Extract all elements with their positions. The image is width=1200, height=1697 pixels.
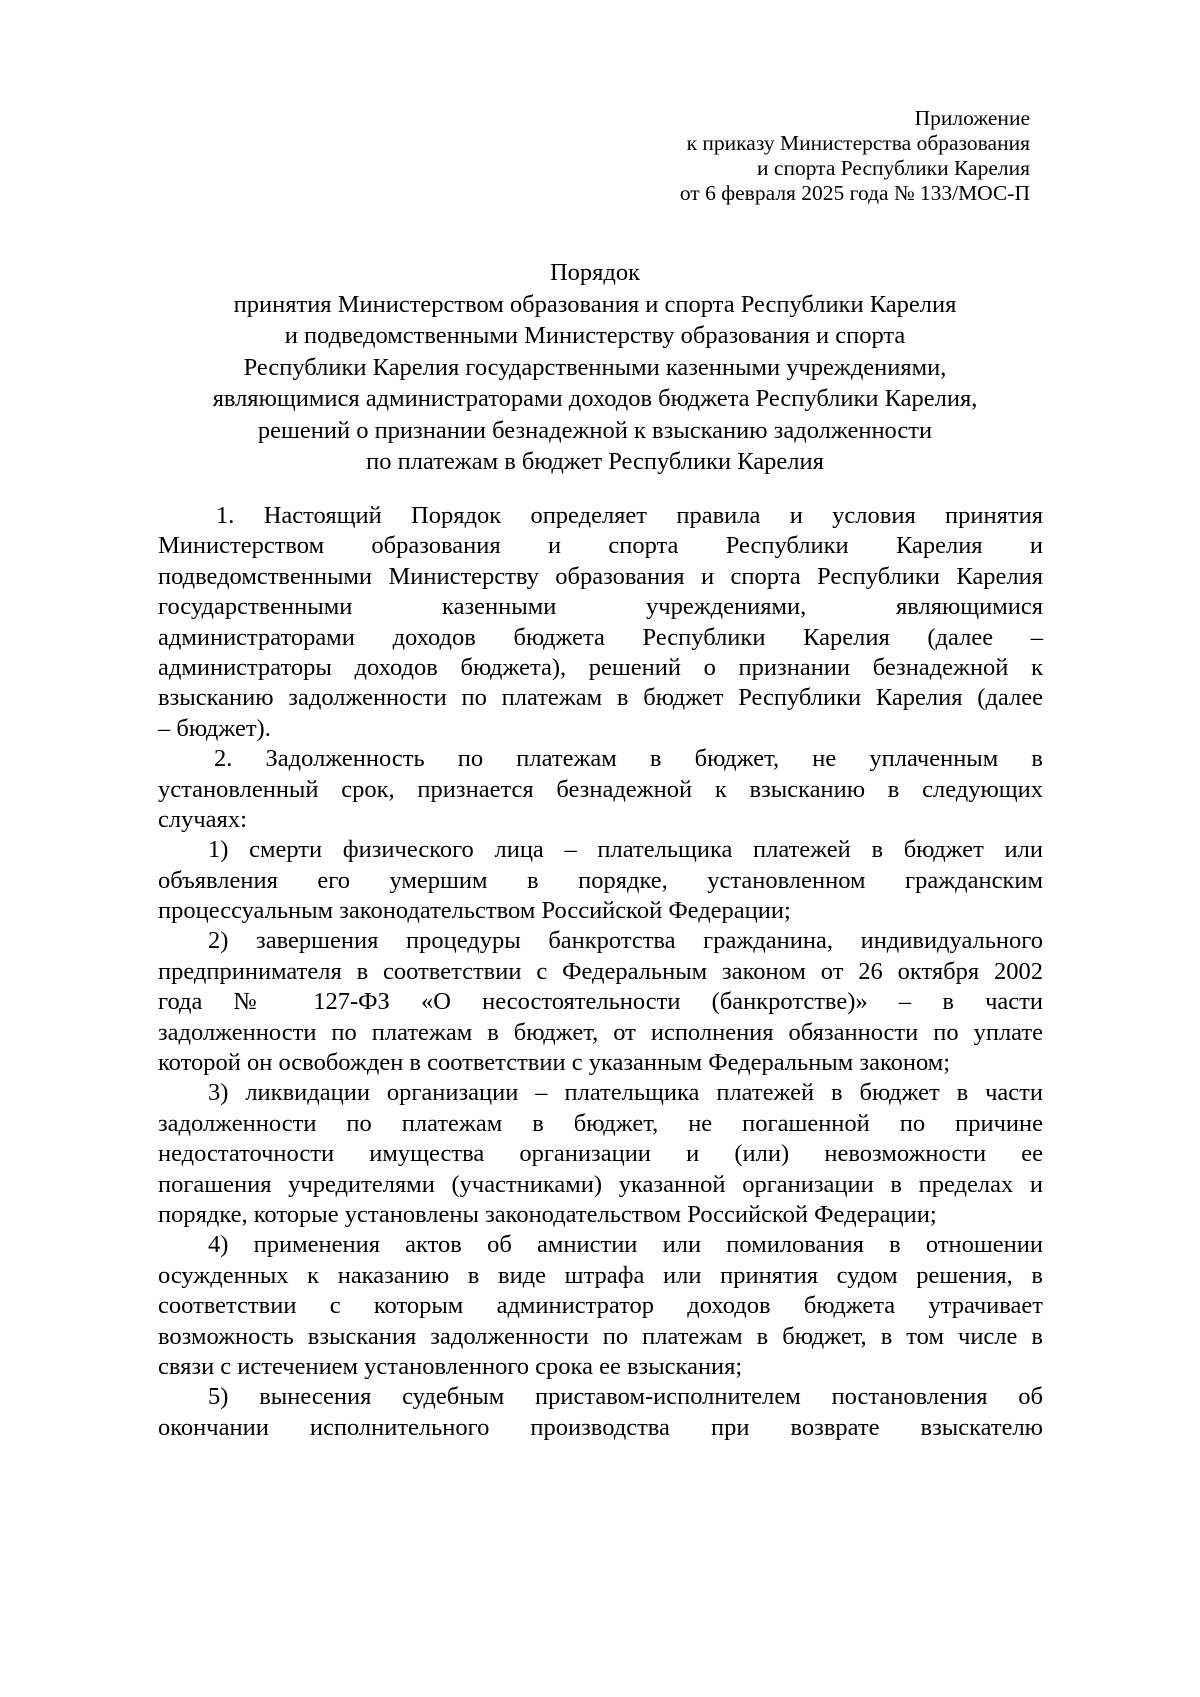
text-line: государственными казенными учреждениями, являющимися (158, 593, 1043, 621)
text-line: года № 127-ФЗ «О несостоятельности (банкротстве)» – в части (158, 988, 1043, 1016)
text-line: взысканию задолженности по платежам в бюджет Республики Карелия (далее (158, 684, 1043, 712)
list-item-2 (158, 926, 1043, 1078)
text-line: процессуальным законодательством Российской Федерации; (158, 897, 791, 925)
text-line: 4) применения актов об амнистии или помилования в отношении (208, 1231, 1043, 1259)
text-line: установленный срок, признается безнадежной к взысканию в следующих (158, 775, 1043, 803)
text-line: предпринимателя в соответствии с Федеральным законом от 26 октября 2002 (158, 957, 1043, 985)
text-line: связи с истечением установленного срока ее взыскания; (158, 1352, 743, 1380)
text-line: 1. Настоящий Порядок определяет правила и условия принятия (216, 502, 1043, 529)
text-line: порядке, которые установлены законодательством Российской Федерации; (158, 1200, 937, 1228)
text-line: осужденных к наказанию в виде штрафа или принятия судом решения, в (158, 1261, 1043, 1289)
text-line: объявления его умершим в порядке, установленном гражданским (158, 866, 1043, 894)
document-title (90, 257, 1100, 478)
list-item-3 (158, 1078, 1043, 1230)
appendix-header (560, 106, 1030, 206)
title-line: принятия Министерством образования и спорта Республики Карелия (233, 290, 957, 318)
appendix-line: к приказу Министерства образования (686, 131, 1030, 155)
text-line: случаях: (158, 805, 247, 833)
text-line: 5) вынесения судебным приставом-исполнителем постановления об (208, 1383, 1043, 1411)
title-line: являющимися администраторами доходов бюджета Республики Карелия, (212, 385, 978, 412)
list-item-5 (158, 1382, 1043, 1443)
text-line: окончании исполнительного производства при возврате взыскателю (158, 1413, 1043, 1441)
text-line: которой он освобожден в соответствии с указанным Федеральным законом; (158, 1049, 951, 1077)
title-line: решений о признании безнадежной к взысканию задолженности (257, 416, 933, 444)
appendix-line: и спорта Республики Карелия (757, 156, 1030, 180)
appendix-line: Приложение (914, 106, 1030, 130)
text-line: 2) завершения процедуры банкротства гражданина, индивидуального (208, 927, 1043, 955)
text-line: 1) смерти физического лица – плательщика платежей в бюджет или (208, 836, 1043, 864)
title-heading: Порядок (549, 259, 641, 286)
list-item-1 (158, 835, 1043, 926)
title-line: по платежам в бюджет Республики Карелия (366, 448, 824, 475)
title-line: Республики Карелия государственными казенными учреждениями, (243, 353, 947, 381)
document-body (158, 501, 1043, 1443)
paragraph-1 (158, 501, 1043, 744)
text-line: Министерством образования и спорта Республики Карелия и (158, 532, 1043, 560)
text-line: возможность взыскания задолженности по платежам в бюджет, в том числе в (158, 1322, 1043, 1350)
text-line: задолженности по платежам в бюджет, не погашенной по причине (158, 1109, 1043, 1137)
text-line: погашения учредителями (участниками) указанной организации в пределах и (158, 1170, 1043, 1198)
text-line: 2. Задолженность по платежам в бюджет, не уплаченным в (214, 745, 1043, 773)
paragraph-2 (158, 744, 1043, 835)
text-line: соответствии с которым администратор доходов бюджета утрачивает (158, 1292, 1043, 1320)
title-line: и подведомственными Министерству образования и спорта (284, 322, 906, 349)
text-line: подведомственными Министерству образования и спорта Республики Карелия (158, 562, 1043, 590)
text-line: задолженности по платежам в бюджет, от исполнения обязанности по уплате (158, 1018, 1043, 1046)
text-line: администраторы доходов бюджета), решений о признании безнадежной к (158, 653, 1043, 681)
list-item-4 (158, 1230, 1043, 1382)
text-line: недостаточности имущества организации и (или) невозможности ее (158, 1140, 1043, 1168)
text-line: администраторами доходов бюджета Республики Карелия (далее – (158, 623, 1043, 651)
appendix-line: от 6 февраля 2025 года № 133/МОС-П (679, 181, 1030, 205)
text-line: 3) ликвидации организации – плательщика платежей в бюджет в части (208, 1079, 1043, 1107)
text-line: – бюджет). (158, 714, 271, 742)
